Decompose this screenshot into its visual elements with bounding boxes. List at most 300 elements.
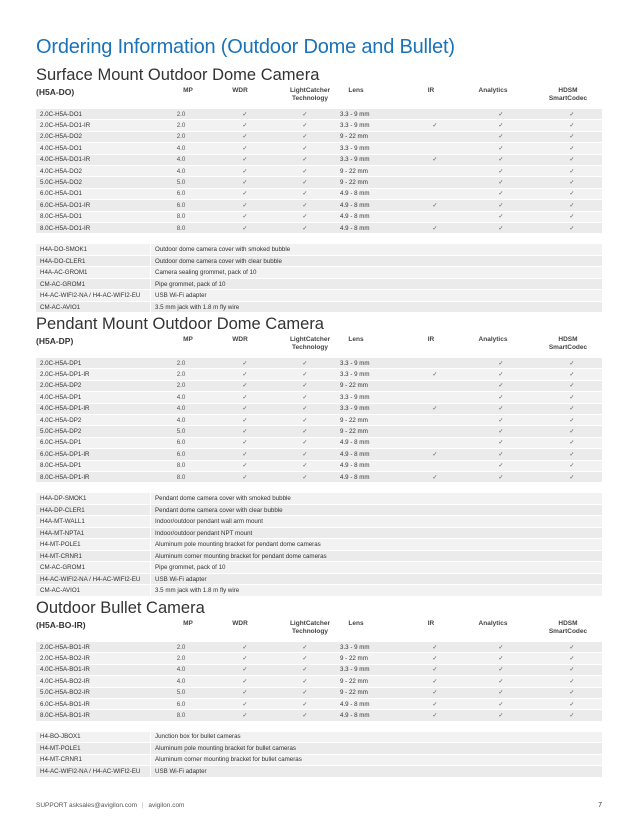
ir-cell: ✓	[410, 222, 460, 233]
header-lightcatcher: LightCatcher Technology	[289, 336, 331, 351]
lens-cell: 9 - 22 mm	[336, 676, 410, 687]
hdsm-cell: ✓	[542, 710, 602, 721]
hdsm-cell: ✓	[542, 120, 602, 131]
model-code: (H5A-DO)	[36, 87, 75, 97]
analytics-cell: ✓	[460, 109, 542, 120]
hdsm-cell: ✓	[542, 449, 602, 460]
accessory-description: Pendant dome camera cover with clear bubble	[151, 504, 603, 516]
hdsm-cell: ✓	[542, 222, 602, 233]
mp-cell: 8.0	[146, 222, 216, 233]
accessory-description: Aluminum pole mounting bracket for pendant dome cameras	[151, 539, 603, 551]
model-cell: 6.0C-H5A-DP1	[36, 437, 146, 448]
mp-cell: 4.0	[146, 165, 216, 176]
table-row	[36, 471, 602, 482]
ir-cell: ✓	[410, 471, 460, 482]
accessory-row	[36, 550, 602, 562]
analytics-cell: ✓	[460, 188, 542, 199]
mp-cell: 6.0	[146, 200, 216, 211]
wdr-cell: ✓	[216, 676, 274, 687]
lightcatcher-cell: ✓	[274, 165, 336, 176]
mp-cell: 5.0	[146, 177, 216, 188]
hdsm-cell: ✓	[542, 471, 602, 482]
section-2	[36, 315, 602, 597]
accessory-description: 3.5 mm jack with 1.8 m fly wire	[151, 585, 603, 597]
analytics-cell: ✓	[460, 358, 542, 369]
ir-cell	[410, 143, 460, 154]
table-row	[36, 131, 602, 142]
model-code: (H5A-BO-IR)	[36, 620, 86, 630]
ir-cell	[410, 358, 460, 369]
mp-cell: 2.0	[146, 380, 216, 391]
accessory-description: Indoor/outdoor pendant NPT mount	[151, 527, 603, 539]
table-row	[36, 120, 602, 131]
mp-cell: 2.0	[146, 109, 216, 120]
hdsm-cell: ✓	[542, 414, 602, 425]
table-row	[36, 188, 602, 199]
header-ir: IR	[427, 336, 435, 343]
lightcatcher-cell: ✓	[274, 211, 336, 222]
table-row	[36, 143, 602, 154]
table-row	[36, 403, 602, 414]
accessory-part-number: H4-AC-WIFI2-NA / H4-AC-WIFI2-EU	[36, 766, 151, 778]
header-ir: IR	[427, 620, 435, 627]
ir-cell	[410, 109, 460, 120]
ir-cell: ✓	[410, 449, 460, 460]
lightcatcher-cell: ✓	[274, 131, 336, 142]
lens-cell: 4.9 - 8 mm	[336, 460, 410, 471]
header-lightcatcher: LightCatcher Technology	[289, 620, 331, 635]
wdr-cell: ✓	[216, 471, 274, 482]
accessory-part-number: H4-AC-WIFI2-NA / H4-AC-WIFI2-EU	[36, 573, 151, 585]
accessory-description: Aluminum corner mounting bracket for pendant dome cameras	[151, 550, 603, 562]
header-mp: MP	[183, 336, 193, 343]
accessory-row	[36, 278, 602, 290]
section-title: Surface Mount Outdoor Dome Camera	[36, 66, 320, 84]
header-lens: Lens	[348, 336, 364, 343]
hdsm-cell: ✓	[542, 143, 602, 154]
lightcatcher-cell: ✓	[274, 188, 336, 199]
mp-cell: 2.0	[146, 131, 216, 142]
table-row	[36, 414, 602, 425]
header-wdr: WDR	[232, 620, 248, 627]
lens-cell: 9 - 22 mm	[336, 426, 410, 437]
mp-cell: 2.0	[146, 653, 216, 664]
accessory-row	[36, 527, 602, 539]
lightcatcher-cell: ✓	[274, 358, 336, 369]
analytics-cell: ✓	[460, 131, 542, 142]
analytics-cell: ✓	[460, 698, 542, 709]
analytics-cell: ✓	[460, 687, 542, 698]
header-mp: MP	[183, 620, 193, 627]
model-cell: 6.0C-H5A-DP1-IR	[36, 449, 146, 460]
lens-cell: 3.3 - 9 mm	[336, 358, 410, 369]
model-cell: 4.0C-H5A-DO1-IR	[36, 154, 146, 165]
wdr-cell: ✓	[216, 392, 274, 403]
analytics-cell: ✓	[460, 177, 542, 188]
accessory-description: Indoor/outdoor pendant wall arm mount	[151, 516, 603, 528]
ir-cell: ✓	[410, 676, 460, 687]
model-cell: 4.0C-H5A-BO2-IR	[36, 676, 146, 687]
analytics-cell: ✓	[460, 392, 542, 403]
hdsm-cell: ✓	[542, 369, 602, 380]
lens-cell: 3.3 - 9 mm	[336, 369, 410, 380]
model-cell: 6.0C-H5A-BO1-IR	[36, 698, 146, 709]
mp-cell: 8.0	[146, 460, 216, 471]
ir-cell: ✓	[410, 120, 460, 131]
accessory-row	[36, 255, 602, 267]
lightcatcher-cell: ✓	[274, 676, 336, 687]
model-cell: 6.0C-H5A-DO1-IR	[36, 200, 146, 211]
hdsm-cell: ✓	[542, 200, 602, 211]
accessory-row	[36, 585, 602, 597]
ir-cell	[410, 437, 460, 448]
model-cell: 4.0C-H5A-DP1	[36, 392, 146, 403]
model-cell: 4.0C-H5A-DP1-IR	[36, 403, 146, 414]
footer-email[interactable]: asksales@avigilon.com	[69, 802, 138, 809]
analytics-cell: ✓	[460, 437, 542, 448]
mp-cell: 4.0	[146, 392, 216, 403]
wdr-cell: ✓	[216, 437, 274, 448]
accessory-part-number: CM-AC-AVIO1	[36, 301, 151, 313]
table-row	[36, 642, 602, 653]
analytics-cell: ✓	[460, 143, 542, 154]
lightcatcher-cell: ✓	[274, 154, 336, 165]
wdr-cell: ✓	[216, 358, 274, 369]
table-row	[36, 437, 602, 448]
lens-cell: 3.3 - 9 mm	[336, 403, 410, 414]
analytics-cell: ✓	[460, 211, 542, 222]
accessory-description: Aluminum corner mounting bracket for bullet cameras	[151, 754, 603, 766]
lens-cell: 4.9 - 8 mm	[336, 698, 410, 709]
table-row	[36, 449, 602, 460]
ir-cell: ✓	[410, 698, 460, 709]
lens-cell: 9 - 22 mm	[336, 380, 410, 391]
section-title: Pendant Mount Outdoor Dome Camera	[36, 315, 324, 333]
hdsm-cell: ✓	[542, 392, 602, 403]
analytics-cell: ✓	[460, 165, 542, 176]
analytics-cell: ✓	[460, 222, 542, 233]
hdsm-cell: ✓	[542, 109, 602, 120]
model-cell: 8.0C-H5A-DO1	[36, 211, 146, 222]
hdsm-cell: ✓	[542, 642, 602, 653]
header-mp: MP	[183, 87, 193, 94]
wdr-cell: ✓	[216, 211, 274, 222]
hdsm-cell: ✓	[542, 426, 602, 437]
analytics-cell: ✓	[460, 676, 542, 687]
ir-cell: ✓	[410, 642, 460, 653]
lens-cell: 3.3 - 9 mm	[336, 392, 410, 403]
model-cell: 2.0C-H5A-DO1-IR	[36, 120, 146, 131]
analytics-cell: ✓	[460, 426, 542, 437]
header-analytics: Analytics	[478, 620, 508, 627]
model-cell: 4.0C-H5A-BO1-IR	[36, 664, 146, 675]
wdr-cell: ✓	[216, 143, 274, 154]
hdsm-cell: ✓	[542, 437, 602, 448]
header-wdr: WDR	[232, 87, 248, 94]
lightcatcher-cell: ✓	[274, 369, 336, 380]
lens-cell: 9 - 22 mm	[336, 165, 410, 176]
accessory-part-number: H4-AC-WIFI2-NA / H4-AC-WIFI2-EU	[36, 290, 151, 302]
header-analytics: Analytics	[478, 336, 508, 343]
accessory-row	[36, 301, 602, 313]
lightcatcher-cell: ✓	[274, 143, 336, 154]
lightcatcher-cell: ✓	[274, 653, 336, 664]
lens-cell: 3.3 - 9 mm	[336, 154, 410, 165]
wdr-cell: ✓	[216, 414, 274, 425]
model-cell: 2.0C-H5A-BO2-IR	[36, 653, 146, 664]
table-row	[36, 460, 602, 471]
hdsm-cell: ✓	[542, 664, 602, 675]
lens-cell: 4.9 - 8 mm	[336, 710, 410, 721]
lightcatcher-cell: ✓	[274, 642, 336, 653]
header-lightcatcher: LightCatcher Technology	[289, 87, 331, 102]
analytics-cell: ✓	[460, 120, 542, 131]
lightcatcher-cell: ✓	[274, 380, 336, 391]
mp-cell: 4.0	[146, 664, 216, 675]
hdsm-cell: ✓	[542, 165, 602, 176]
wdr-cell: ✓	[216, 188, 274, 199]
accessory-part-number: H4A-MT-WALL1	[36, 516, 151, 528]
analytics-cell: ✓	[460, 471, 542, 482]
ir-cell: ✓	[410, 653, 460, 664]
accessory-part-number: H4-MT-CRNR1	[36, 550, 151, 562]
header-hdsm: HDSM SmartCodec	[548, 620, 588, 635]
lightcatcher-cell: ✓	[274, 177, 336, 188]
accessory-part-number: H4-MT-CRNR1	[36, 754, 151, 766]
table-header	[36, 87, 602, 109]
wdr-cell: ✓	[216, 698, 274, 709]
hdsm-cell: ✓	[542, 460, 602, 471]
footer	[36, 802, 602, 809]
wdr-cell: ✓	[216, 687, 274, 698]
lens-cell: 3.3 - 9 mm	[336, 109, 410, 120]
accessories-table	[36, 493, 602, 597]
lightcatcher-cell: ✓	[274, 471, 336, 482]
accessory-part-number: H4-BO-JBOX1	[36, 732, 151, 743]
model-cell: 8.0C-H5A-DO1-IR	[36, 222, 146, 233]
lens-cell: 4.9 - 8 mm	[336, 437, 410, 448]
accessories-table	[36, 244, 602, 313]
ir-cell	[410, 211, 460, 222]
lightcatcher-cell: ✓	[274, 710, 336, 721]
mp-cell: 2.0	[146, 358, 216, 369]
mp-cell: 6.0	[146, 437, 216, 448]
model-cell: 8.0C-H5A-DP1	[36, 460, 146, 471]
model-cell: 5.0C-H5A-BO2-IR	[36, 687, 146, 698]
mp-cell: 2.0	[146, 369, 216, 380]
analytics-cell: ✓	[460, 200, 542, 211]
mp-cell: 4.0	[146, 143, 216, 154]
model-cell: 2.0C-H5A-DP2	[36, 380, 146, 391]
lightcatcher-cell: ✓	[274, 698, 336, 709]
mp-cell: 8.0	[146, 211, 216, 222]
lightcatcher-cell: ✓	[274, 109, 336, 120]
section-title: Outdoor Bullet Camera	[36, 599, 205, 617]
ir-cell: ✓	[410, 403, 460, 414]
mp-cell: 8.0	[146, 710, 216, 721]
wdr-cell: ✓	[216, 449, 274, 460]
spec-table	[36, 109, 602, 234]
footer-site[interactable]: avigilon.com	[148, 802, 185, 809]
table-row	[36, 710, 602, 721]
accessory-row	[36, 539, 602, 551]
accessory-part-number: H4-MT-POLE1	[36, 743, 151, 755]
mp-cell: 8.0	[146, 471, 216, 482]
analytics-cell: ✓	[460, 653, 542, 664]
lens-cell: 4.9 - 8 mm	[336, 222, 410, 233]
page-number: 7	[598, 802, 602, 809]
wdr-cell: ✓	[216, 200, 274, 211]
table-row	[36, 664, 602, 675]
accessory-part-number: CM-AC-GROM1	[36, 278, 151, 290]
table-row	[36, 392, 602, 403]
table-row	[36, 369, 602, 380]
wdr-cell: ✓	[216, 403, 274, 414]
table-row	[36, 109, 602, 120]
table-row	[36, 358, 602, 369]
ir-cell: ✓	[410, 664, 460, 675]
table-header	[36, 336, 602, 358]
lens-cell: 3.3 - 9 mm	[336, 143, 410, 154]
wdr-cell: ✓	[216, 109, 274, 120]
accessory-description: Aluminum pole mounting bracket for bullet cameras	[151, 743, 603, 755]
accessory-part-number: H4A-AC-GROM1	[36, 267, 151, 279]
header-analytics: Analytics	[478, 87, 508, 94]
wdr-cell: ✓	[216, 177, 274, 188]
section-3	[36, 599, 602, 778]
wdr-cell: ✓	[216, 154, 274, 165]
accessories-table	[36, 732, 602, 778]
mp-cell: 6.0	[146, 188, 216, 199]
mp-cell: 6.0	[146, 698, 216, 709]
lightcatcher-cell: ✓	[274, 664, 336, 675]
page-title: Ordering Information (Outdoor Dome and Bullet)	[36, 36, 455, 58]
hdsm-cell: ✓	[542, 188, 602, 199]
hdsm-cell: ✓	[542, 211, 602, 222]
analytics-cell: ✓	[460, 414, 542, 425]
wdr-cell: ✓	[216, 222, 274, 233]
wdr-cell: ✓	[216, 426, 274, 437]
accessory-description: Junction box for bullet cameras	[151, 732, 603, 743]
model-cell: 6.0C-H5A-DO1	[36, 188, 146, 199]
wdr-cell: ✓	[216, 642, 274, 653]
table-row	[36, 653, 602, 664]
hdsm-cell: ✓	[542, 698, 602, 709]
analytics-cell: ✓	[460, 380, 542, 391]
lens-cell: 4.9 - 8 mm	[336, 200, 410, 211]
ir-cell: ✓	[410, 154, 460, 165]
lens-cell: 9 - 22 mm	[336, 414, 410, 425]
accessory-description: USB Wi-Fi adapter	[151, 766, 603, 778]
accessory-row	[36, 244, 602, 255]
mp-cell: 4.0	[146, 676, 216, 687]
model-cell: 2.0C-H5A-DO2	[36, 131, 146, 142]
accessory-row	[36, 562, 602, 574]
model-cell: 5.0C-H5A-DP2	[36, 426, 146, 437]
mp-cell: 5.0	[146, 687, 216, 698]
lightcatcher-cell: ✓	[274, 120, 336, 131]
table-row	[36, 200, 602, 211]
ir-cell: ✓	[410, 687, 460, 698]
header-lens: Lens	[348, 87, 364, 94]
model-cell: 8.0C-H5A-DP1-IR	[36, 471, 146, 482]
accessory-part-number: H4A-DO-CLER1	[36, 255, 151, 267]
ir-cell	[410, 188, 460, 199]
analytics-cell: ✓	[460, 642, 542, 653]
model-cell: 8.0C-H5A-BO1-IR	[36, 710, 146, 721]
header-hdsm: HDSM SmartCodec	[548, 87, 588, 102]
lightcatcher-cell: ✓	[274, 437, 336, 448]
mp-cell: 6.0	[146, 449, 216, 460]
wdr-cell: ✓	[216, 710, 274, 721]
model-code: (H5A-DP)	[36, 336, 74, 346]
accessory-description: Pipe grommet, pack of 10	[151, 278, 603, 290]
wdr-cell: ✓	[216, 380, 274, 391]
accessory-row	[36, 504, 602, 516]
lightcatcher-cell: ✓	[274, 687, 336, 698]
lens-cell: 9 - 22 mm	[336, 177, 410, 188]
hdsm-cell: ✓	[542, 154, 602, 165]
lightcatcher-cell: ✓	[274, 200, 336, 211]
mp-cell: 4.0	[146, 154, 216, 165]
ir-cell	[410, 165, 460, 176]
model-cell: 4.0C-H5A-DO2	[36, 165, 146, 176]
ir-cell	[410, 414, 460, 425]
accessory-row	[36, 766, 602, 778]
section-1	[36, 66, 602, 313]
table-row	[36, 222, 602, 233]
ir-cell	[410, 392, 460, 403]
mp-cell: 5.0	[146, 426, 216, 437]
hdsm-cell: ✓	[542, 177, 602, 188]
spec-table	[36, 358, 602, 483]
accessory-row	[36, 290, 602, 302]
ir-cell	[410, 426, 460, 437]
accessory-row	[36, 516, 602, 528]
accessory-description: USB Wi-Fi adapter	[151, 573, 603, 585]
ir-cell	[410, 131, 460, 142]
hdsm-cell: ✓	[542, 676, 602, 687]
wdr-cell: ✓	[216, 120, 274, 131]
mp-cell: 4.0	[146, 403, 216, 414]
ir-cell: ✓	[410, 200, 460, 211]
lightcatcher-cell: ✓	[274, 449, 336, 460]
accessory-description: USB Wi-Fi adapter	[151, 290, 603, 302]
lightcatcher-cell: ✓	[274, 403, 336, 414]
table-header	[36, 620, 602, 642]
analytics-cell: ✓	[460, 664, 542, 675]
header-hdsm: HDSM SmartCodec	[548, 336, 588, 351]
accessory-row	[36, 573, 602, 585]
lens-cell: 4.9 - 8 mm	[336, 211, 410, 222]
accessory-part-number: H4A-DO-SMOK1	[36, 244, 151, 255]
mp-cell: 4.0	[146, 414, 216, 425]
accessory-description: Outdoor dome camera cover with smoked bubble	[151, 244, 603, 255]
accessory-part-number: H4A-DP-CLER1	[36, 504, 151, 516]
header-lens: Lens	[348, 620, 364, 627]
wdr-cell: ✓	[216, 460, 274, 471]
accessory-row	[36, 493, 602, 504]
hdsm-cell: ✓	[542, 403, 602, 414]
table-row	[36, 380, 602, 391]
lens-cell: 9 - 22 mm	[336, 131, 410, 142]
model-cell: 2.0C-H5A-DO1	[36, 109, 146, 120]
lens-cell: 3.3 - 9 mm	[336, 664, 410, 675]
lightcatcher-cell: ✓	[274, 392, 336, 403]
table-row	[36, 426, 602, 437]
header-wdr: WDR	[232, 336, 248, 343]
mp-cell: 2.0	[146, 642, 216, 653]
